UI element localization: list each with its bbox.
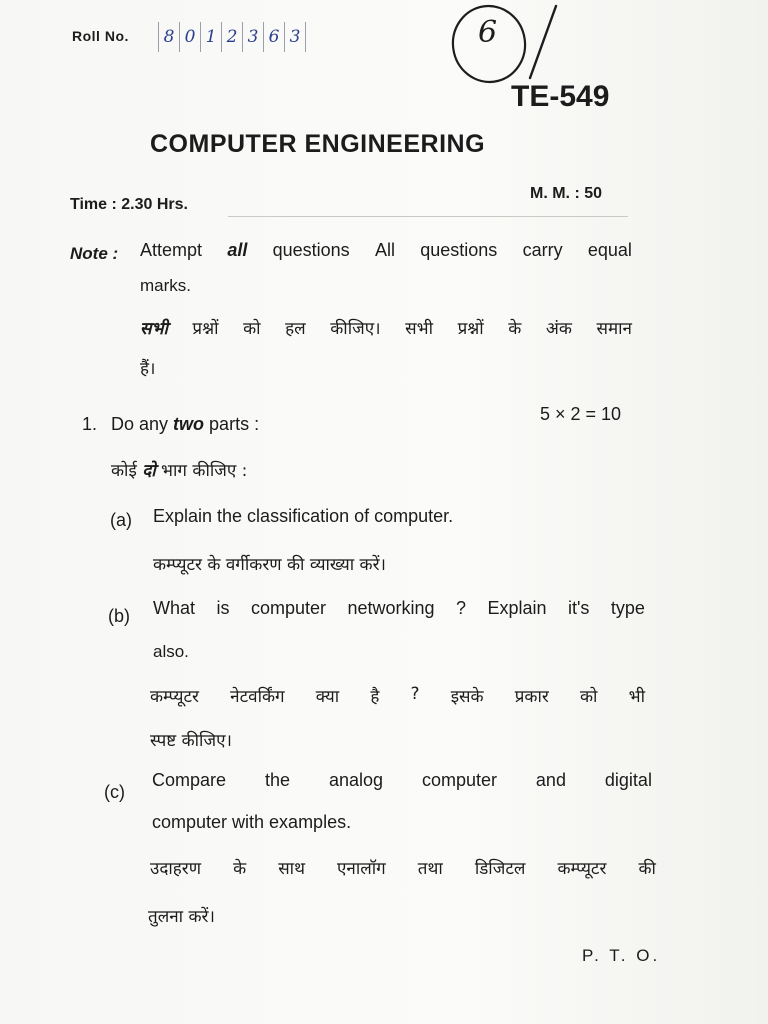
part-b-hindi-word: है [370,687,380,707]
part-c-hindi-word: तथा [417,859,443,879]
question-heading [111,414,259,435]
handwritten-mark-circle [0,0,768,120]
roll-digit: 2 [221,22,242,52]
question-heading-hindi-pre: कोई [111,461,143,481]
note-word: all [227,240,248,260]
part-b-word: networking [347,598,435,618]
part-c-hindi-line2: तुलना करें। [148,907,215,927]
note-text-line2: marks. [140,276,191,295]
part-c-word: digital [604,770,652,790]
part-b-hindi-word: क्या [315,687,340,707]
note-word: questions [420,240,498,260]
note-word: equal [587,240,632,260]
note-hindi-word: प्रश्नों [192,319,219,339]
part-b-word: computer [250,598,326,618]
note-text-line1 [140,240,632,261]
part-b-word: is [216,598,230,618]
part-b-text-line1 [153,598,645,619]
question-heading-hindi [111,458,247,481]
note-hindi-word: के [508,319,522,339]
part-c-word: the [264,770,290,790]
note-word: Attempt [140,240,203,260]
part-c-text-line2: computer with examples. [152,812,352,832]
part-c-hindi-word: के [233,859,247,879]
roll-digit: 3 [242,22,263,52]
note-hindi-word: हल [285,319,306,339]
note-word: All [374,240,395,260]
note-hindi-word: सभी [140,319,168,339]
note-hindi-word: को [243,319,261,339]
part-c-label: (c) [104,782,125,802]
note-hindi-word: समान [596,319,632,339]
part-c-hindi-word: की [638,859,656,879]
part-a-label: (a) [110,510,132,530]
question-heading-hindi-post: भाग कीजिए : [155,461,248,481]
roll-digit: 3 [284,22,306,52]
part-b-hindi-word: इसके [450,687,484,707]
note-hindi-word: अंक [545,319,572,339]
part-b-label: (b) [108,606,130,626]
part-c-word: and [535,770,566,790]
part-b-hindi-word: प्रकार [514,687,549,707]
paper-code: TE-549 [511,80,610,113]
part-c-word: computer [421,770,497,790]
part-b-hindi-word: भी [628,687,645,707]
part-c-text-line1 [152,770,652,791]
please-turn-over: P. T. O. [582,946,661,965]
part-b-hindi-line2: स्पष्ट कीजिए। [150,731,232,751]
roll-digit: 1 [200,22,221,52]
part-c-hindi-word: डिजिटल [474,859,526,879]
time-allowed: Time : 2.30 Hrs. [70,196,188,213]
part-b-text-line2: also. [153,642,189,661]
note-label: Note : [70,244,119,263]
note-hindi-word: प्रश्नों [457,319,484,339]
note-hindi-word: कीजिए। [330,319,381,339]
roll-digit: 6 [263,22,284,52]
roll-digit: 0 [179,22,200,52]
part-c-hindi-word: एनालॉग [337,859,386,879]
note-word: carry [522,240,563,260]
part-c-hindi-word: साथ [278,859,305,879]
part-c-word: analog [328,770,383,790]
note-word: questions [272,240,350,260]
part-b-word: What [153,598,196,618]
part-b-hindi-word: ? [410,684,420,704]
note-hindi-line1 [140,316,632,339]
note-hindi-line2: हैं। [140,359,156,379]
part-a-hindi: कम्प्यूटर के वर्गीकरण की व्याख्या करें। [153,555,386,575]
question-heading-pre: Do any [111,414,174,434]
part-c-hindi-line1 [150,856,656,879]
part-c-hindi-word: कम्प्यूटर [557,859,607,879]
question-heading-hindi-emphasis: दो [142,461,156,481]
part-c-word: Compare [152,770,227,790]
subject-title: COMPUTER ENGINEERING [150,130,486,158]
header-divider [228,216,628,217]
part-b-word: ? [455,598,466,618]
note-hindi-word: सभी [405,319,433,339]
question-heading-emphasis: two [173,414,205,434]
question-marks: 5 × 2 = 10 [540,404,622,424]
handwritten-mark-text: 6 [478,15,498,50]
maximum-marks: M. M. : 50 [530,185,603,202]
question-number: 1. [82,414,98,434]
part-b-hindi-word: कम्प्यूटर [150,687,199,707]
roll-number-label: Roll No. [72,28,129,44]
part-b-hindi-word: नेटवर्किंग [230,687,285,707]
part-a-text: Explain the classification of computer. [153,506,454,526]
part-b-word: Explain [487,598,547,618]
part-b-word: type [610,598,645,618]
question-heading-post: parts : [204,414,260,434]
part-b-hindi-line1 [150,684,645,707]
part-b-hindi-word: को [580,687,598,707]
part-c-hindi-word: उदाहरण [150,859,202,879]
roll-digit: 8 [158,22,179,52]
part-b-word: it's [567,598,590,618]
